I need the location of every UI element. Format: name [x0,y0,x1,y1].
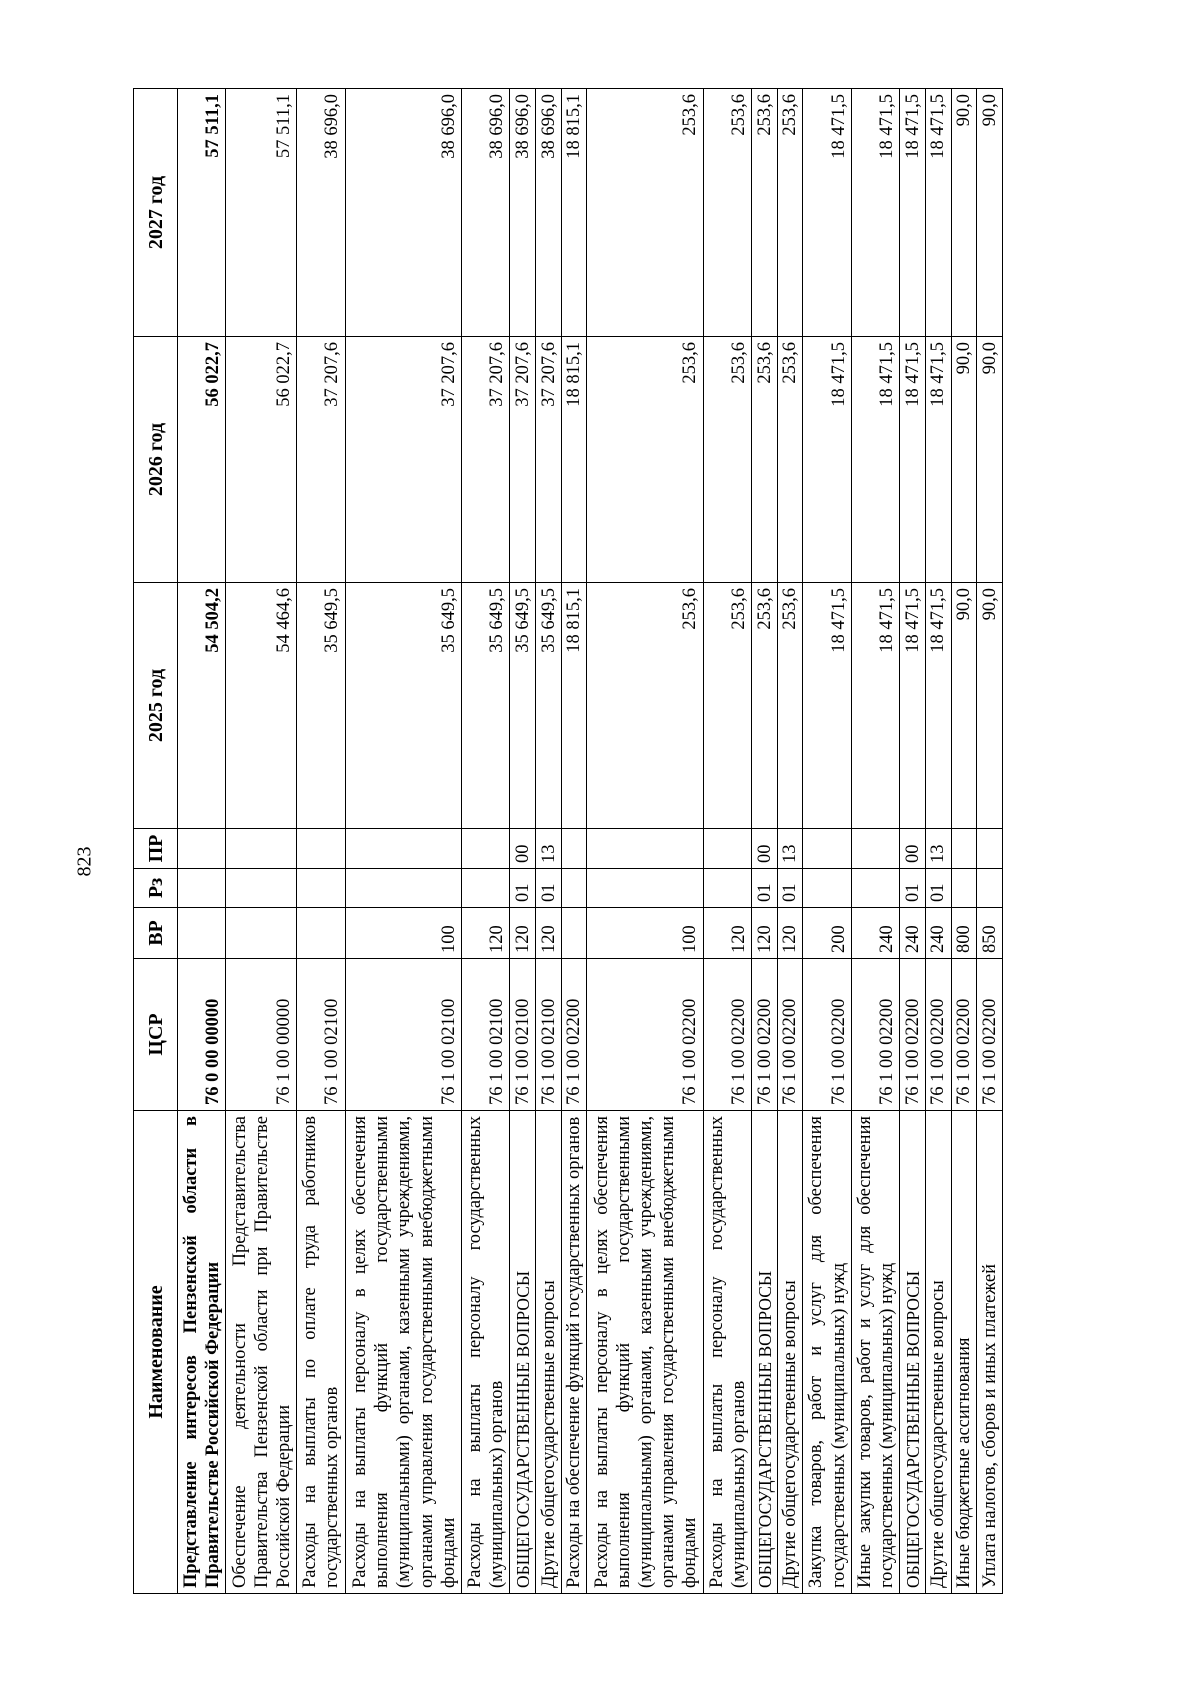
cell-pr: 13 [535,829,561,869]
cell-y2027: 18 471,5 [851,89,899,337]
cell-csr: 76 1 00 02200 [587,959,703,1111]
cell-y2025: 253,6 [752,583,778,829]
cell-vr: 850 [977,908,1003,959]
cell-rz: 01 [535,869,561,908]
cell-vr [561,908,587,959]
cell-y2025: 35 649,5 [297,583,345,829]
cell-y2026: 253,6 [703,337,751,583]
cell-y2025: 54 504,2 [178,583,226,829]
cell-y2025: 18 815,1 [561,583,587,829]
cell-csr: 76 1 00 02200 [951,959,977,1111]
cell-y2025: 54 464,6 [226,583,297,829]
cell-pr [178,829,226,869]
cell-y2025: 18 471,5 [851,583,899,829]
cell-y2027: 18 471,5 [900,89,926,337]
table-row [803,89,851,1594]
cell-pr [977,829,1003,869]
cell-vr: 120 [703,908,751,959]
cell-csr: 76 1 00 02100 [510,959,536,1111]
cell-pr [803,829,851,869]
budget-table [133,88,1003,1594]
table-row [777,89,803,1594]
cell-y2026: 18 471,5 [851,337,899,583]
cell-y2025: 253,6 [777,583,803,829]
header-2027: 2027 год [134,89,178,337]
cell-vr [297,908,345,959]
cell-vr: 120 [777,908,803,959]
cell-name: Уплата налогов, сборов и иных платежей [977,1111,1003,1594]
cell-y2026: 37 207,6 [461,337,509,583]
page-number: 823 [73,846,96,877]
cell-y2026: 18 471,5 [925,337,951,583]
table-row [226,89,297,1594]
cell-y2026: 253,6 [752,337,778,583]
table-header-row [134,89,178,1594]
cell-y2026: 18 815,1 [561,337,587,583]
table-row [461,89,509,1594]
cell-rz: 01 [510,869,536,908]
cell-y2025: 35 649,5 [510,583,536,829]
cell-y2027: 38 696,0 [345,89,461,337]
cell-pr [345,829,461,869]
budget-table-container [133,89,1003,1594]
table-row [703,89,751,1594]
table-row [951,89,977,1594]
cell-y2025: 18 471,5 [925,583,951,829]
cell-name: Иные бюджетные ассигнования [951,1111,977,1594]
cell-rz [461,869,509,908]
cell-y2025: 18 471,5 [900,583,926,829]
cell-y2027: 57 511,1 [178,89,226,337]
cell-rz: 01 [925,869,951,908]
cell-name: Расходы на выплаты персоналу в целях обеспечения выполнения функций государственными (муниципальными) органами, казенными учреждениями, органами управления государственными внебюджетными фондами [345,1111,461,1594]
cell-y2027: 253,6 [587,89,703,337]
cell-pr: 00 [510,829,536,869]
cell-csr: 76 1 00 02100 [345,959,461,1111]
cell-csr: 76 0 00 00000 [178,959,226,1111]
header-csr: ЦСР [134,959,178,1111]
table-row [535,89,561,1594]
cell-csr: 76 1 00 02100 [297,959,345,1111]
cell-y2025: 253,6 [703,583,751,829]
cell-pr [461,829,509,869]
table-row [510,89,536,1594]
cell-vr: 120 [752,908,778,959]
cell-y2026: 253,6 [777,337,803,583]
cell-csr: 76 1 00 02200 [703,959,751,1111]
cell-vr: 120 [535,908,561,959]
header-vr: ВР [134,908,178,959]
cell-name: Представление интересов Пензенской области в Правительстве Российской Федерации [178,1111,226,1594]
cell-csr: 76 1 00 02200 [925,959,951,1111]
cell-name: ОБЩЕГОСУДАРСТВЕННЫЕ ВОПРОСЫ [900,1111,926,1594]
cell-rz [851,869,899,908]
cell-vr: 100 [587,908,703,959]
cell-csr: 76 1 00 02200 [803,959,851,1111]
cell-csr: 76 1 00 02200 [900,959,926,1111]
cell-vr: 120 [510,908,536,959]
cell-vr: 120 [461,908,509,959]
cell-y2026: 253,6 [587,337,703,583]
cell-y2027: 18 815,1 [561,89,587,337]
cell-rz [561,869,587,908]
cell-csr: 76 1 00 02200 [851,959,899,1111]
table-row [178,89,226,1594]
cell-pr [851,829,899,869]
table-row [561,89,587,1594]
cell-y2027: 38 696,0 [510,89,536,337]
cell-y2025: 253,6 [587,583,703,829]
cell-rz: 01 [900,869,926,908]
table-row [297,89,345,1594]
cell-rz [703,869,751,908]
cell-csr: 76 1 00 02200 [752,959,778,1111]
cell-name: Расходы на выплаты по оплате труда работников государственных органов [297,1111,345,1594]
table-row [925,89,951,1594]
cell-name: ОБЩЕГОСУДАРСТВЕННЫЕ ВОПРОСЫ [510,1111,536,1594]
cell-y2026: 37 207,6 [297,337,345,583]
cell-y2027: 90,0 [951,89,977,337]
cell-pr [297,829,345,869]
header-2026: 2026 год [134,337,178,583]
cell-y2027: 38 696,0 [461,89,509,337]
cell-name: Закупка товаров, работ и услуг для обеспечения государственных (муниципальных) нужд [803,1111,851,1594]
cell-pr [703,829,751,869]
cell-name: Другие общегосударственные вопросы [925,1111,951,1594]
cell-rz [345,869,461,908]
cell-vr: 240 [925,908,951,959]
cell-rz [587,869,703,908]
cell-y2025: 35 649,5 [345,583,461,829]
cell-name: Расходы на выплаты персоналу в целях обеспечения выполнения функций государственными (муниципальными) органами, казенными учреждениями, органами управления государственными внебюджетными фондами [587,1111,703,1594]
cell-rz: 01 [752,869,778,908]
cell-pr: 13 [777,829,803,869]
cell-csr: 76 1 00 02200 [777,959,803,1111]
cell-y2026: 18 471,5 [900,337,926,583]
cell-y2025: 18 471,5 [803,583,851,829]
cell-rz [977,869,1003,908]
cell-vr: 200 [803,908,851,959]
cell-name: ОБЩЕГОСУДАРСТВЕННЫЕ ВОПРОСЫ [752,1111,778,1594]
cell-name: Расходы на выплаты персоналу государственных (муниципальных) органов [703,1111,751,1594]
cell-name: Обеспечение деятельности Представительства Правительства Пензенской области при Правительстве Российской Федерации [226,1111,297,1594]
cell-y2025: 90,0 [951,583,977,829]
cell-name: Расходы на обеспечение функций государственных органов [561,1111,587,1594]
cell-y2027: 57 511,1 [226,89,297,337]
cell-y2026: 56 022,7 [178,337,226,583]
cell-y2027: 18 471,5 [925,89,951,337]
cell-y2026: 37 207,6 [535,337,561,583]
cell-pr: 00 [752,829,778,869]
cell-rz: 01 [777,869,803,908]
table-row [752,89,778,1594]
header-rz: Рз [134,869,178,908]
table-row [977,89,1003,1594]
cell-y2027: 18 471,5 [803,89,851,337]
cell-y2026: 37 207,6 [510,337,536,583]
cell-y2026: 56 022,7 [226,337,297,583]
cell-name: Расходы на выплаты персоналу государственных (муниципальных) органов [461,1111,509,1594]
cell-y2027: 253,6 [777,89,803,337]
cell-vr: 100 [345,908,461,959]
cell-name: Другие общегосударственные вопросы [777,1111,803,1594]
cell-y2026: 90,0 [951,337,977,583]
table-row [851,89,899,1594]
cell-rz [178,869,226,908]
cell-rz [951,869,977,908]
cell-y2025: 35 649,5 [535,583,561,829]
cell-rz [803,869,851,908]
cell-y2027: 90,0 [977,89,1003,337]
cell-csr: 76 1 00 02200 [977,959,1003,1111]
cell-pr: 00 [900,829,926,869]
cell-y2027: 38 696,0 [297,89,345,337]
header-pr: ПР [134,829,178,869]
cell-y2027: 253,6 [752,89,778,337]
cell-pr: 13 [925,829,951,869]
cell-pr [561,829,587,869]
cell-y2027: 38 696,0 [535,89,561,337]
cell-vr [226,908,297,959]
cell-y2027: 253,6 [703,89,751,337]
cell-vr [178,908,226,959]
header-2025: 2025 год [134,583,178,829]
cell-pr [226,829,297,869]
cell-y2026: 18 471,5 [803,337,851,583]
cell-rz [297,869,345,908]
cell-csr: 76 1 00 02100 [461,959,509,1111]
cell-y2026: 90,0 [977,337,1003,583]
cell-name: Иные закупки товаров, работ и услуг для обеспечения государственных (муниципальных) нужд [851,1111,899,1594]
cell-csr: 76 1 00 02100 [535,959,561,1111]
table-row [345,89,461,1594]
table-row [900,89,926,1594]
cell-y2026: 37 207,6 [345,337,461,583]
cell-csr: 76 1 00 00000 [226,959,297,1111]
cell-pr [587,829,703,869]
cell-csr: 76 1 00 02200 [561,959,587,1111]
cell-vr: 800 [951,908,977,959]
cell-vr: 240 [900,908,926,959]
cell-y2025: 35 649,5 [461,583,509,829]
header-name: Наименование [134,1111,178,1594]
cell-y2025: 90,0 [977,583,1003,829]
cell-name: Другие общегосударственные вопросы [535,1111,561,1594]
cell-pr [951,829,977,869]
table-row [587,89,703,1594]
cell-rz [226,869,297,908]
table-body [178,89,1003,1594]
cell-vr: 240 [851,908,899,959]
